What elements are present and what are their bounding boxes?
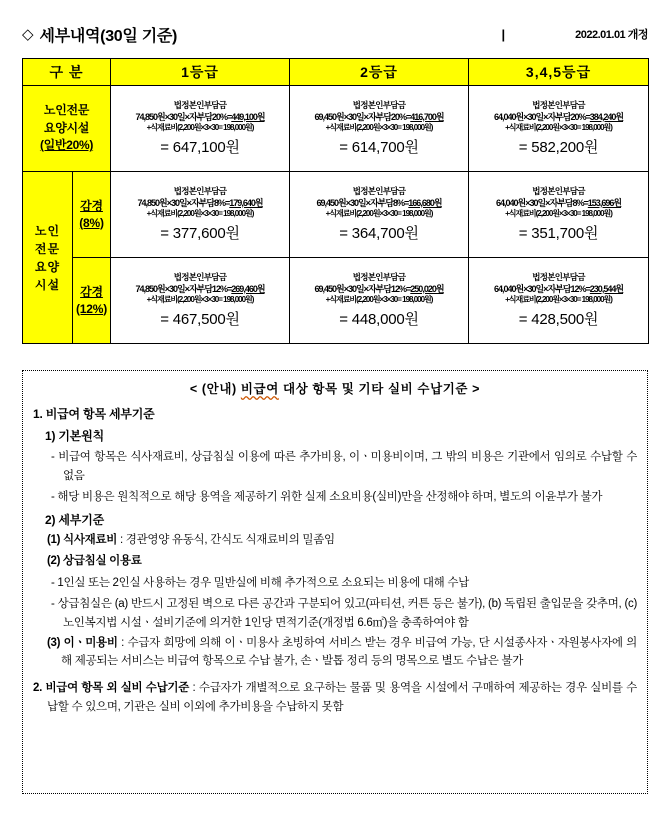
calc-meal-line: +식재료비(2,200원×3×30= 198,000원) bbox=[325, 122, 433, 132]
table-row bbox=[23, 258, 649, 344]
page-title: 세부내역(30일 기준) bbox=[39, 27, 178, 45]
cell-grade1-reduction12 bbox=[111, 258, 290, 344]
document-header bbox=[22, 20, 648, 48]
cell-grade2-reduction8 bbox=[290, 172, 469, 258]
calc-total: = 428,500원 bbox=[518, 311, 599, 329]
notice-title-prefix: < (안내) bbox=[189, 382, 241, 396]
calc-amount: 179,640원 bbox=[229, 197, 263, 208]
vertical-label-line2: 전문 bbox=[34, 241, 61, 256]
item-2-room-cost bbox=[47, 553, 637, 571]
column-header-category: 구 분 bbox=[23, 59, 111, 86]
table-row bbox=[23, 172, 649, 258]
fee-detail-table bbox=[22, 58, 649, 344]
calc-heading: 법정본인부담금 bbox=[532, 99, 585, 110]
vertical-label-line4: 시설 bbox=[34, 277, 61, 292]
calc-meal-line: +식재료비(2,200원×3×30= 198,000원) bbox=[146, 122, 254, 132]
subsection-1-bullet-1: - 비급여 항목은 식사재료비, 상급침실 이용에 따른 추가비용, 이ㆍ미용비이며, 그 밖의 비용은 기관에서 임의로 수납할 수 없음 bbox=[51, 451, 637, 482]
calc-meal-line: +식재료비(2,200원×3×30= 198,000원) bbox=[146, 294, 254, 304]
column-header-grade2: 2등급 bbox=[290, 59, 469, 86]
calc-total: = 377,600원 bbox=[160, 225, 240, 243]
calc-formula: 69,450원×30일×자부담12%=250,020원 bbox=[314, 283, 444, 294]
calc-amount: 416,700원 bbox=[410, 111, 444, 122]
cell-grade2-reduction12 bbox=[290, 258, 469, 344]
calc-formula: 69,450원×30일×자부담8%=166,680원 bbox=[316, 197, 442, 208]
calc-formula: 69,450원×30일×자부담20%=416,700원 bbox=[314, 111, 444, 122]
cell-grade2-general bbox=[290, 86, 469, 172]
notice-title-keyword: 비급여 bbox=[240, 382, 279, 396]
item-3-beauty-cost bbox=[47, 635, 637, 671]
calc-heading: 법정본인부담금 bbox=[173, 99, 227, 110]
calc-meal-line: +식재료비(2,200원×3×30= 198,000원) bbox=[325, 208, 433, 218]
cell-grade1-reduction8 bbox=[111, 172, 290, 258]
item-1-label: (1) 식사재료비 bbox=[47, 533, 118, 546]
calc-total: = 351,700원 bbox=[518, 225, 599, 243]
calc-formula: 64,040원×30일×자부담8%=153,696원 bbox=[496, 197, 622, 208]
cell-grade345-reduction12 bbox=[469, 258, 649, 344]
calc-total: = 364,700원 bbox=[339, 225, 419, 243]
row-label-reduction-8 bbox=[73, 172, 111, 258]
row-label-line1: 노인전문 bbox=[43, 103, 90, 118]
calc-heading: 법정본인부담금 bbox=[173, 271, 227, 282]
revision-date: 2022.01.01 개정 bbox=[575, 29, 648, 41]
notice-title-suffix: 대상 항목 및 기타 실비 수납기준 > bbox=[278, 382, 481, 396]
calc-heading: 법정본인부담금 bbox=[173, 185, 227, 196]
calc-heading: 법정본인부담금 bbox=[352, 185, 406, 196]
reduction-label: 감경 bbox=[80, 284, 103, 299]
table-header-row bbox=[23, 59, 649, 86]
calc-amount: 153,696원 bbox=[587, 197, 622, 208]
calc-total: = 467,500원 bbox=[160, 311, 240, 329]
calc-amount: 449,100원 bbox=[231, 111, 265, 122]
row-label-note: (일반20%) bbox=[39, 138, 94, 153]
calc-total: = 448,000원 bbox=[339, 311, 419, 329]
reduction-rate: (12%) bbox=[76, 301, 108, 316]
item-1-text: : 경관영양 유동식, 간식도 식재료비의 밀좀임 bbox=[117, 533, 335, 546]
calc-meal-line: +식재료비(2,200원×3×30= 198,000원) bbox=[146, 208, 254, 218]
guideline-notice-box bbox=[22, 370, 648, 794]
calc-meal-line: +식재료비(2,200원×3×30= 198,000원) bbox=[505, 208, 612, 218]
section-2-extra-cost bbox=[33, 679, 637, 716]
cell-grade1-general bbox=[111, 86, 290, 172]
calc-formula: 74,850원×30일×자부담20%=449,100원 bbox=[135, 111, 265, 122]
subsection-1-bullet-2: - 해당 비용은 원칙적으로 해당 용역을 제공하기 위한 실제 소요비용(실비)만을 산정해야 하며, 별도의 이윤부가 불가 bbox=[51, 491, 603, 504]
column-header-grade345: 3,4,5등급 bbox=[469, 59, 649, 86]
subsection-1-heading: 1) 기본원칙 bbox=[45, 429, 104, 443]
calc-heading: 법정본인부담금 bbox=[532, 271, 585, 282]
reduction-label: 감경 bbox=[80, 198, 103, 213]
calc-formula: 64,040원×30일×자부담12%=230,544원 bbox=[494, 283, 624, 294]
reduction-rate: (8%) bbox=[79, 215, 104, 230]
row-label-general bbox=[23, 86, 111, 172]
calc-amount: 250,020원 bbox=[410, 283, 444, 294]
item-2-bullet-1: - 1인실 또는 2인실 사용하는 경우 밀반실에 비해 추가적으로 소요되는 비용에 대해 수납 bbox=[51, 576, 469, 589]
item-3-text: : 수급자 희망에 의해 이ㆍ미용사 초빙하여 서비스 받는 경우 비급여 가능, 단 시설종사자ㆍ자원봉사자에 의해 제공되는 서비스는 비급여 항목으로 수납 불가, 손ㆍ발톱 정리 등의 명목으로 별도 수납은 불가 bbox=[61, 637, 637, 668]
calc-amount: 166,680원 bbox=[408, 197, 442, 208]
calc-meal-line: +식재료비(2,200원×3×30= 198,000원) bbox=[325, 294, 433, 304]
calc-amount: 269,460원 bbox=[231, 283, 265, 294]
calc-meal-line: +식재료비(2,200원×3×30= 198,000원) bbox=[505, 294, 612, 304]
calc-meal-line: +식재료비(2,200원×3×30= 198,000원) bbox=[505, 122, 612, 132]
calc-total: = 647,100원 bbox=[160, 139, 240, 157]
diamond-bullet-icon: ◇ bbox=[22, 24, 34, 43]
table-row bbox=[23, 86, 649, 172]
calc-total: = 614,700원 bbox=[339, 139, 419, 157]
calc-amount: 230,544원 bbox=[589, 283, 624, 294]
calc-heading: 법정본인부담금 bbox=[352, 271, 406, 282]
calc-amount: 384,240원 bbox=[589, 111, 624, 122]
column-header-grade1: 1등급 bbox=[111, 59, 290, 86]
calc-heading: 법정본인부담금 bbox=[532, 185, 585, 196]
item-3-label: (3) 이ㆍ미용비 bbox=[47, 637, 118, 650]
row-label-facility-vertical bbox=[23, 172, 73, 344]
notice-title bbox=[33, 379, 637, 397]
item-1-meal-cost bbox=[47, 532, 637, 550]
section-1-heading: 1. 비급여 항목 세부기준 bbox=[33, 407, 155, 421]
cell-grade345-reduction8 bbox=[469, 172, 649, 258]
calc-formula: 64,040원×30일×자부담20%=384,240원 bbox=[494, 111, 624, 122]
row-label-reduction-12 bbox=[73, 258, 111, 344]
item-2-bullet-2: - 상급침실은 (a) 반드시 고정된 벽으로 다른 공간과 구분되어 있고(파티션, 커튼 등은 불가), (b) 독립된 출입문을 갖추며, (c) 노인복지법 시설ㆍ설비기준에 의거한 1인당 면적기준(개정법 6.6㎡)을 충족하여야 함 bbox=[51, 598, 637, 629]
vertical-label-line1: 노인 bbox=[34, 223, 61, 238]
calc-heading: 법정본인부담금 bbox=[352, 99, 406, 110]
vertical-label-line3: 요양 bbox=[34, 259, 61, 274]
vertical-bar-icon: | bbox=[501, 26, 506, 42]
calc-total: = 582,200원 bbox=[518, 139, 599, 157]
section-2-label: 2. 비급여 항목 외 실비 수납기준 bbox=[33, 682, 190, 694]
calc-formula: 74,850원×30일×자부담12%=269,460원 bbox=[135, 283, 265, 294]
item-2-label: (2) 상급침실 이용료 bbox=[47, 554, 142, 567]
cell-grade345-general bbox=[469, 86, 649, 172]
calc-formula: 74,850원×30일×자부담8%=179,640원 bbox=[137, 197, 263, 208]
section-2-text: : 수급자가 개별적으로 요구하는 물품 및 용역을 시설에서 구매하여 제공하는 경우 실비를 수납할 수 있으며, 기관은 실비 이외에 추가비용을 수납하지 못함 bbox=[47, 682, 637, 713]
subsection-2-heading: 2) 세부기준 bbox=[45, 512, 104, 527]
row-label-line2: 요양시설 bbox=[43, 120, 90, 135]
